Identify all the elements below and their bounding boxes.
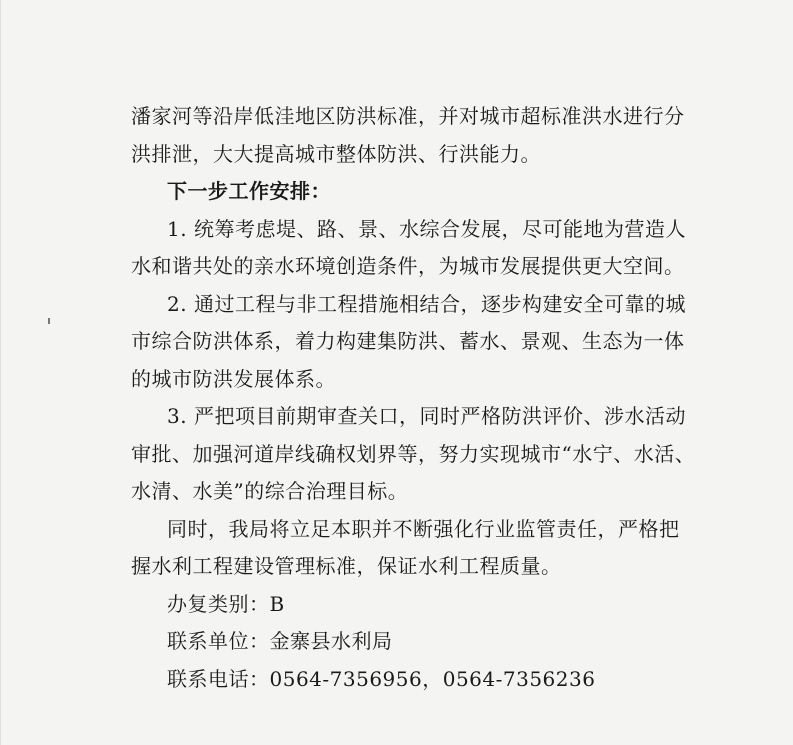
document-body bbox=[131, 98, 711, 698]
paragraph-line: 洪排泄，大大提高城市整体防洪、行洪能力。 bbox=[131, 141, 541, 166]
item-1-line: 1. 统筹考虑堤、路、景、水综合发展，尽可能地为营造人 bbox=[167, 216, 686, 241]
item-2-line: 的城市防洪发展体系。 bbox=[131, 366, 336, 391]
item-2-line: 2. 通过工程与非工程措施相结合，逐步构建安全可靠的城 bbox=[167, 291, 686, 316]
closing-line: 同时，我局将立足本职并不断强化行业监管责任，严格把 bbox=[167, 516, 680, 541]
item-3-line: 水清、水美”的综合治理目标。 bbox=[131, 479, 409, 503]
reply-category: 办复类别：B bbox=[167, 591, 285, 616]
item-3-line: 3. 严把项目前期审查关口，同时严格防洪评价、涉水活动 bbox=[167, 404, 686, 428]
contact-phone: 联系电话：0564-7356956，0564-7356236 bbox=[167, 666, 596, 691]
item-3-line: 审批、加强河道岸线确权划界等，努力实现城市“水宁、水活、 bbox=[131, 441, 696, 466]
closing-line: 握水利工程建设管理标准，保证水利工程质量。 bbox=[131, 554, 562, 578]
item-2-line: 市综合防洪体系，着力构建集防洪、蓄水、景观、生态为一体 bbox=[131, 329, 685, 353]
contact-unit: 联系单位：金寨县水利局 bbox=[167, 629, 393, 653]
scan-mark bbox=[48, 318, 50, 324]
paragraph-line: 潘家河等沿岸低洼地区防洪标准，并对城市超标准洪水进行分 bbox=[131, 104, 685, 128]
item-1-line: 水和谐共处的亲水环境创造条件，为城市发展提供更大空间。 bbox=[131, 254, 685, 278]
section-heading: 下一步工作安排： bbox=[167, 179, 331, 203]
